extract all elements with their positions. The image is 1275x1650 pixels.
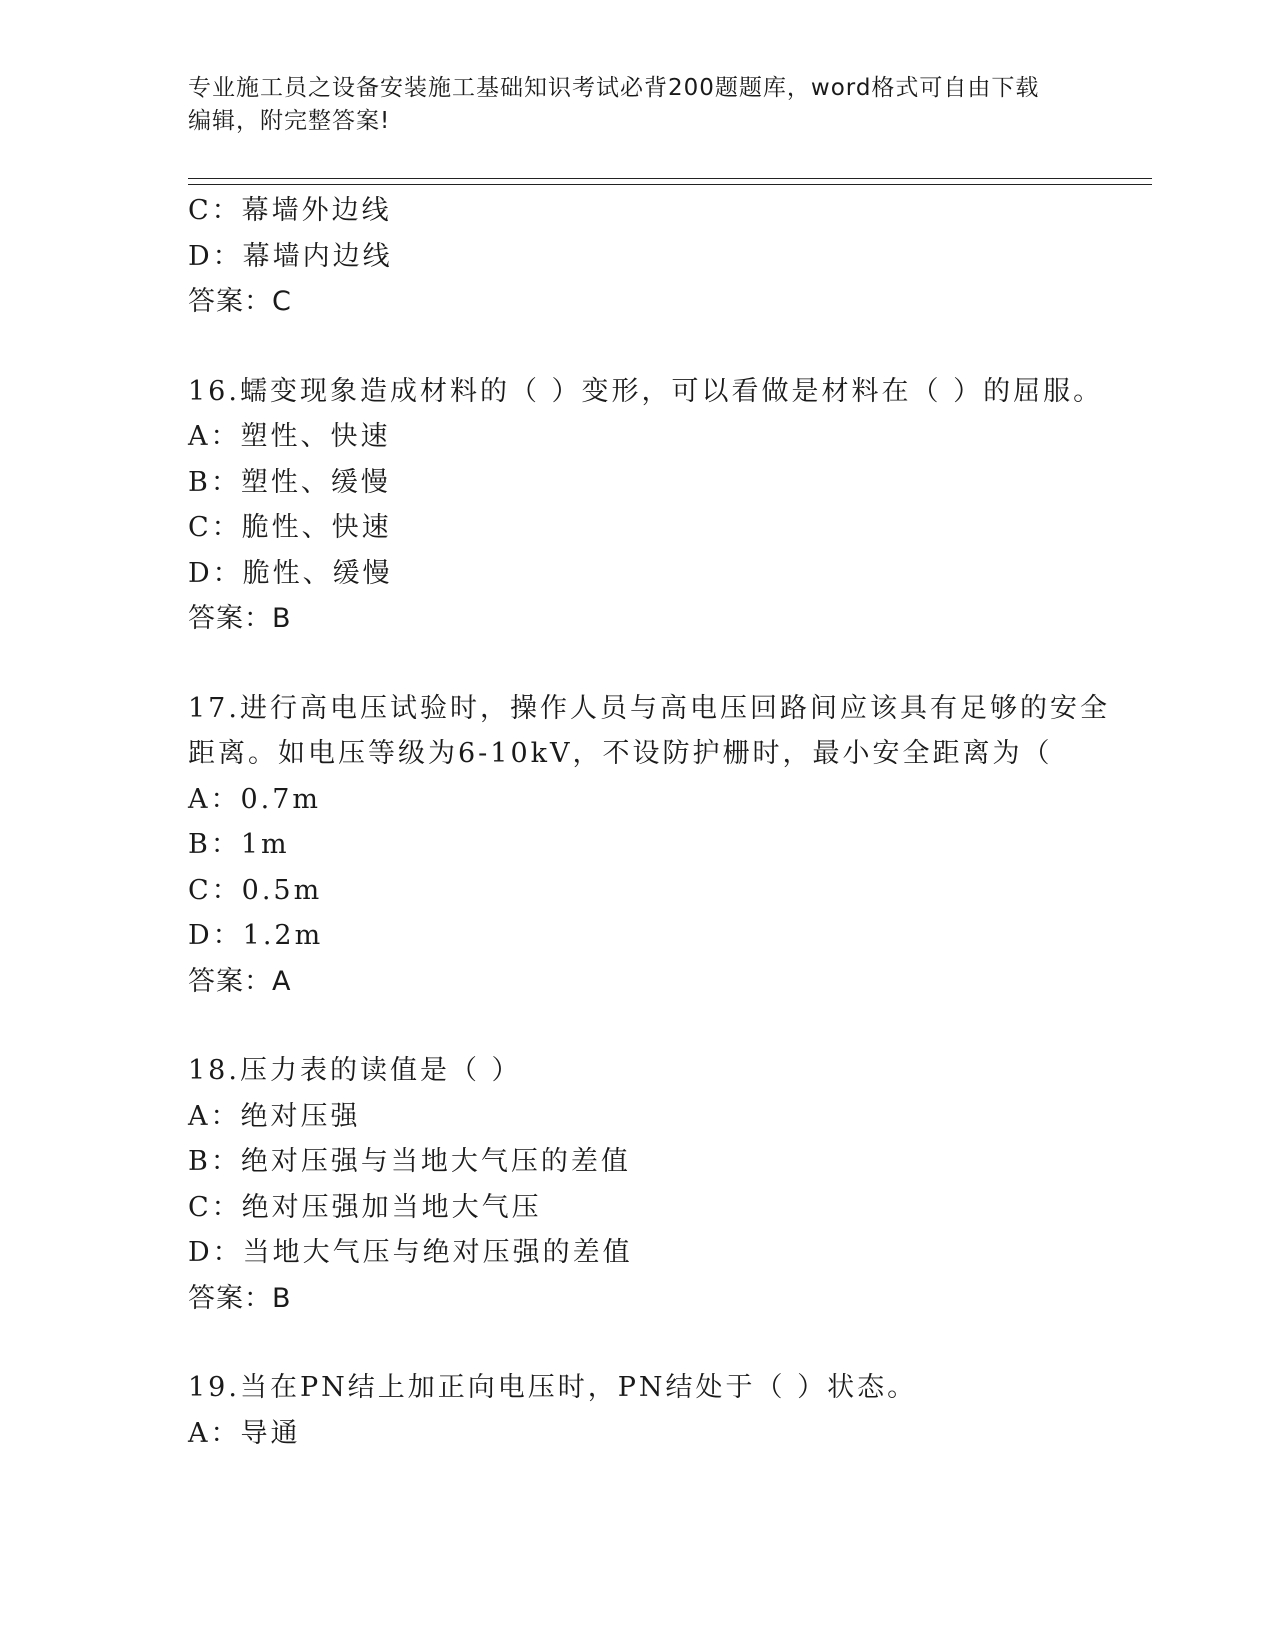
option-d: D：当地大气压与绝对压强的差值: [188, 1237, 633, 1268]
option-a: A：导通: [188, 1417, 301, 1449]
document-header: [188, 72, 1088, 138]
option-a: A：0.7m: [188, 783, 322, 815]
header-divider-top: [188, 178, 1152, 179]
question-spacer: [188, 1321, 1148, 1365]
answer: 答案：B: [188, 1282, 292, 1314]
option-c: C：0.5m: [188, 874, 323, 906]
question-15: [188, 188, 1148, 325]
answer: 答案：B: [188, 603, 292, 634]
answer: 答案：C: [188, 286, 292, 317]
option-b: B：1m: [188, 829, 290, 860]
option-a: A：塑性、快速: [188, 421, 391, 452]
question-17: [188, 686, 1148, 1005]
question-stem-line-1: 17.进行高电压试验时，操作人员与高电压回路间应该具有足够的安全: [188, 692, 1110, 724]
option-d: D：脆性、缓慢: [188, 557, 393, 589]
question-spacer: [188, 642, 1148, 686]
question-stem-line-2: 距离。如电压等级为6-10kV，不设防护栅时，最小安全距离为（: [188, 738, 1053, 769]
option-d: D：1.2m: [188, 920, 324, 951]
question-stem: 18.压力表的读值是（ ）: [188, 1055, 522, 1086]
question-spacer: [188, 1004, 1148, 1048]
question-stem: 16.蠕变现象造成材料的（ ）变形，可以看做是材料在（ ）的屈服。: [188, 375, 1104, 407]
option-c: C：绝对压强加当地大气压: [188, 1191, 542, 1223]
answer: 答案：A: [188, 965, 292, 997]
header-divider-bottom: [188, 184, 1152, 185]
option-c: C：幕墙外边线: [188, 195, 392, 226]
question-stem: 19.当在PN结上加正向电压时，PN结处于（ ）状态。: [188, 1372, 918, 1403]
option-a: A：绝对压强: [188, 1100, 361, 1132]
question-18: [188, 1048, 1148, 1321]
header-line-2: 编辑，附完整答案!: [188, 108, 391, 134]
option-b: B：塑性、缓慢: [188, 466, 391, 498]
question-spacer: [188, 325, 1148, 369]
question-list: [188, 188, 1148, 1456]
header-line-1: 专业施工员之设备安装施工基础知识考试必背200题题库，word格式可自由下载: [188, 75, 1040, 101]
question-16: [188, 369, 1148, 642]
option-b: B：绝对压强与当地大气压的差值: [188, 1146, 631, 1177]
question-19: [188, 1365, 1148, 1456]
option-c: C：脆性、快速: [188, 512, 392, 543]
option-d: D：幕墙内边线: [188, 240, 393, 272]
